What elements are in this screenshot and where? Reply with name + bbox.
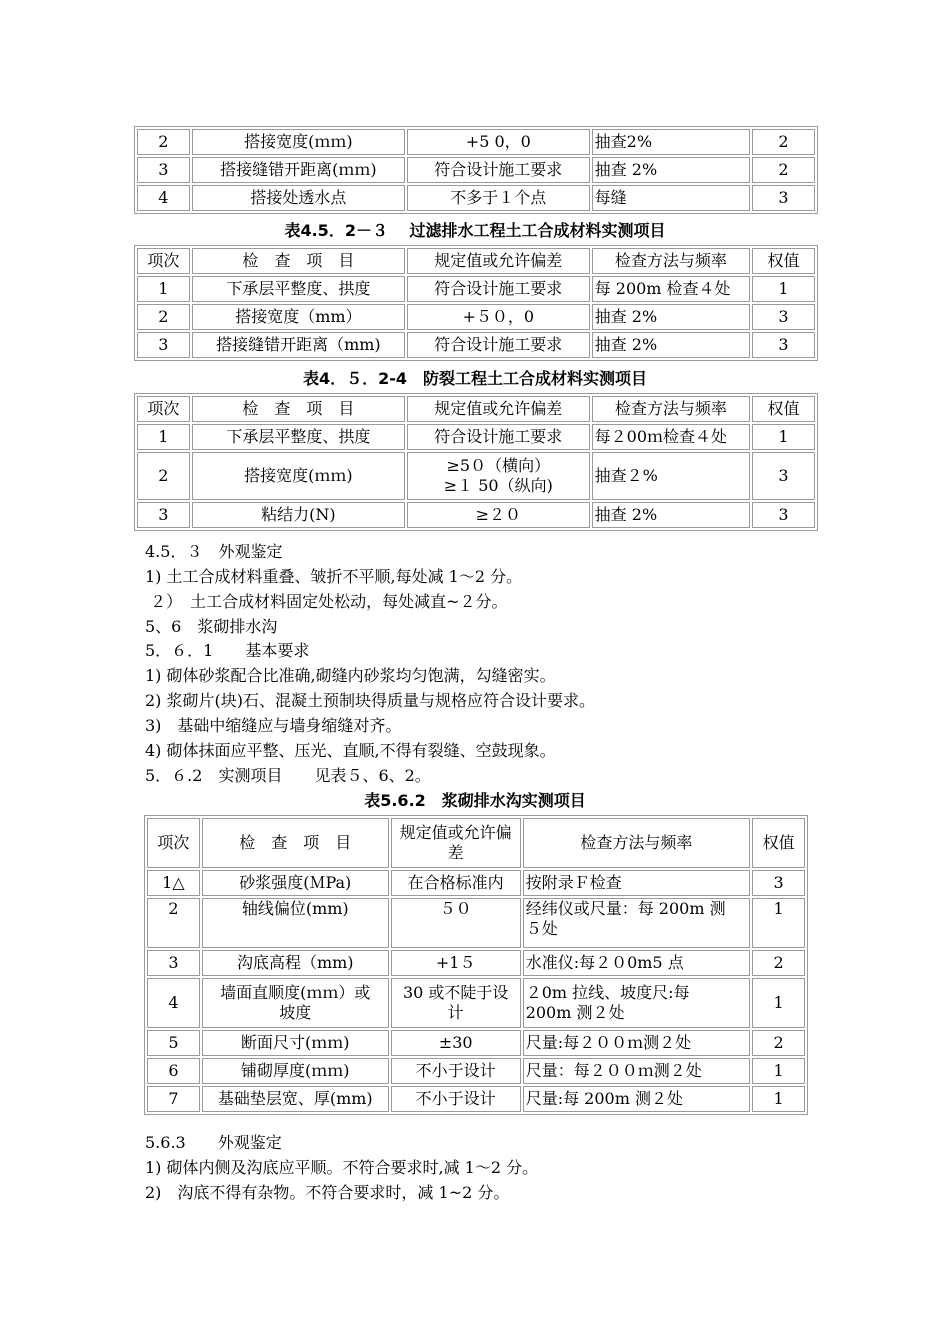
cell-method: 每缝: [592, 185, 750, 211]
cell-index: 1: [137, 276, 190, 302]
cell-index: 3: [137, 157, 190, 183]
cell-item: 下承层平整度、拱度: [192, 424, 405, 450]
cell-index: 3: [137, 332, 190, 358]
cell-weight: 1: [752, 424, 815, 450]
paragraph: 1) 砌体内侧及沟底应平顺。不符合要求时,减 1～2 分。: [145, 1158, 539, 1177]
header-spec-line: 差: [447, 843, 464, 862]
header-item: 检 查 项 目: [192, 248, 405, 274]
cell-spec-line: 计: [447, 1003, 464, 1022]
cell-item: 搭接宽度（mm）: [192, 304, 405, 330]
cell-weight: 1: [752, 898, 805, 948]
table-masonry-drain: [144, 815, 808, 1115]
cell-spec: +1５: [391, 950, 521, 976]
cell-index: 5: [147, 1030, 200, 1056]
cell-item: 基础垫层宽、厚(mm): [202, 1086, 389, 1112]
cell-method: [523, 978, 751, 1028]
cell-spec: [407, 452, 590, 500]
cell-method: 抽查 2%: [592, 304, 750, 330]
cell-weight: 3: [752, 870, 805, 896]
cell-method: 尺量:每 200m 测２处: [523, 1086, 751, 1112]
cell-weight: 3: [752, 502, 815, 528]
cell-item: 搭接缝错开距离(ｍｍ): [192, 157, 405, 183]
cell-weight: 2: [752, 157, 815, 183]
header-item: 检 查 项 目: [202, 818, 389, 868]
cell-method-line: 200m 测２处: [525, 1003, 625, 1022]
cell-index: 2: [137, 304, 190, 330]
cell-method: 每 200m 检查４处: [592, 276, 750, 302]
cell-item: 沟底高程（mm): [202, 950, 389, 976]
cell-item: 搭接缝错开距离（mm): [192, 332, 405, 358]
table-row: [137, 129, 815, 155]
table-row: [137, 332, 815, 358]
table-header-row: [147, 818, 805, 868]
cell-index: 2: [147, 898, 200, 948]
table-row: [147, 898, 805, 948]
paragraph: ２） 土工合成材料固定处松动，每处减直~２分。: [145, 592, 508, 611]
cell-index: 7: [147, 1086, 200, 1112]
paragraph: 5．６．1 基本要求: [145, 641, 310, 660]
header-weight: 权值: [752, 396, 815, 422]
cell-method-line: ２0m 拉线、坡度尺:每: [525, 983, 690, 1002]
cell-index: 1: [137, 424, 190, 450]
cell-spec-line: ≥１ 50（纵向): [443, 476, 553, 495]
paragraph: 3) 基础中缩缝应与墙身缩缝对齐。: [145, 716, 402, 735]
cell-spec-line: 30 或不陡于设: [402, 983, 509, 1002]
cell-method: [523, 898, 751, 948]
table-row: [147, 950, 805, 976]
cell-item: 搭接宽度(ｍｍ): [192, 129, 405, 155]
cell-spec: 不多于１个点: [407, 185, 590, 211]
table-row: [147, 1086, 805, 1112]
cell-index: 2: [137, 129, 190, 155]
header-index: 项次: [137, 248, 190, 274]
cell-spec: ≥２０: [407, 502, 590, 528]
table-geosynthetic-continuation: [134, 126, 818, 214]
header-spec: 规定值或允许偏差: [407, 248, 590, 274]
cell-method: 每２00ｍ检查４处: [592, 424, 750, 450]
table-row: [137, 276, 815, 302]
cell-index: 6: [147, 1058, 200, 1084]
cell-weight: 3: [752, 185, 815, 211]
paragraph: 1) 砌体砂浆配合比准确,砌缝内砂浆均匀饱满，勾缝密实。: [145, 666, 556, 685]
cell-method: 抽查 2%: [592, 332, 750, 358]
cell-spec: 在合格标准内: [391, 870, 521, 896]
cell-weight: 2: [752, 950, 805, 976]
cell-weight: 3: [752, 304, 815, 330]
cell-spec: 符合设计施工要求: [407, 157, 590, 183]
header-spec-line: 规定值或允许偏: [399, 823, 512, 842]
paragraph: 4.5．３ 外观鉴定: [145, 542, 283, 561]
table-row: [147, 978, 805, 1028]
table-row: [147, 1058, 805, 1084]
cell-weight: 1: [752, 1058, 805, 1084]
cell-method: 抽查２%: [592, 452, 750, 500]
paragraph: 4) 砌体抹面应平整、压光、直顺,不得有裂缝、空鼓现象。: [145, 741, 556, 760]
cell-spec: 不小于设计: [391, 1086, 521, 1112]
header-weight: 权值: [752, 818, 805, 868]
cell-weight: 1: [752, 978, 805, 1028]
cell-spec-line: ≥5０（横向）: [446, 456, 551, 475]
paragraph: 1) 土工合成材料重叠、皱折不平顺,每处减 1～2 分。: [145, 567, 523, 586]
cell-spec: +5 0，0: [407, 129, 590, 155]
cell-index: 4: [147, 978, 200, 1028]
header-index: 项次: [147, 818, 200, 868]
cell-spec: ±30: [391, 1030, 521, 1056]
paragraph: 5．６.2 实测项目 见表５、6、2。: [145, 766, 431, 785]
cell-item: [202, 978, 389, 1028]
cell-method-line: ５处: [525, 919, 558, 938]
table-caption: 表4．５．2-4 防裂工程土工合成材料实测项目: [302, 369, 648, 388]
cell-index: 2: [137, 452, 190, 500]
header-method: 检查方法与频率: [523, 818, 751, 868]
cell-spec: [391, 978, 521, 1028]
header-method: 检查方法与频率: [592, 396, 750, 422]
cell-spec: ５０: [391, 898, 521, 948]
cell-item: 粘结力(N): [192, 502, 405, 528]
cell-method: 抽查 2%: [592, 502, 750, 528]
header-spec: 规定值或允许偏差: [407, 396, 590, 422]
cell-spec: 符合设计施工要求: [407, 332, 590, 358]
cell-item: 砂浆强度(ＭPa): [202, 870, 389, 896]
table-caption: 表5.6.2 浆砌排水沟实测项目: [364, 791, 586, 810]
cell-weight: 2: [752, 129, 815, 155]
cell-index: 3: [147, 950, 200, 976]
cell-spec: +５０，0: [407, 304, 590, 330]
cell-item: 断面尺寸(ｍｍ): [202, 1030, 389, 1056]
header-method: 检查方法与频率: [592, 248, 750, 274]
cell-index: 3: [137, 502, 190, 528]
paragraph: 2) 浆砌片(块)石、混凝土预制块得质量与规格应符合设计要求。: [145, 691, 595, 710]
cell-method: 尺量：每２００ｍ测２处: [523, 1058, 751, 1084]
table-row: [137, 452, 815, 500]
cell-item-line: 坡度: [279, 1003, 312, 1022]
header-index: 项次: [137, 396, 190, 422]
cell-method: 水准仪:每２０0m5 点: [523, 950, 751, 976]
cell-weight: 2: [752, 1030, 805, 1056]
table-row: [147, 1030, 805, 1056]
table-caption: 表4.5．2－３ 过滤排水工程土工合成材料实测项目: [284, 221, 666, 240]
cell-item-line: 墙面直顺度(ｍｍ）或: [220, 983, 371, 1002]
cell-weight: 3: [752, 452, 815, 500]
table-row: [147, 870, 805, 896]
cell-weight: 3: [752, 332, 815, 358]
header-item: 检 查 项 目: [192, 396, 405, 422]
cell-item: 搭接处透水点: [192, 185, 405, 211]
table-header-row: [137, 396, 815, 422]
table-filter-drainage: [134, 245, 818, 361]
cell-spec: 不小于设计: [391, 1058, 521, 1084]
cell-method: 按附录Ｆ检查: [523, 870, 751, 896]
cell-item: 搭接宽度(ｍｍ): [192, 452, 405, 500]
cell-method: 抽查2%: [592, 129, 750, 155]
table-row: [137, 502, 815, 528]
cell-index: 1△: [147, 870, 200, 896]
header-weight: 权值: [752, 248, 815, 274]
cell-item: 铺砌厚度(ｍｍ): [202, 1058, 389, 1084]
cell-method-line: 经纬仪或尺量：每 200m 测: [525, 899, 726, 918]
table-row: [137, 424, 815, 450]
cell-method: 尺量:每２００ｍ测２处: [523, 1030, 751, 1056]
paragraph: 2) 沟底不得有杂物。不符合要求时，减 1~2 分。: [145, 1183, 510, 1202]
cell-spec: 符合设计施工要求: [407, 276, 590, 302]
table-anti-crack: [134, 393, 818, 531]
section-heading: 5、6 浆砌排水沟: [145, 617, 278, 636]
cell-item: 下承层平整度、拱度: [192, 276, 405, 302]
header-spec: [391, 818, 521, 868]
table-header-row: [137, 248, 815, 274]
cell-spec: 符合设计施工要求: [407, 424, 590, 450]
cell-weight: 1: [752, 1086, 805, 1112]
cell-weight: 1: [752, 276, 815, 302]
table-row: [137, 304, 815, 330]
table-row: [137, 185, 815, 211]
cell-index: 4: [137, 185, 190, 211]
cell-method: 抽查 2%: [592, 157, 750, 183]
table-row: [137, 157, 815, 183]
paragraph: 5.6.3 外观鉴定: [145, 1133, 282, 1152]
cell-item: 轴线偏位(mm): [202, 898, 389, 948]
